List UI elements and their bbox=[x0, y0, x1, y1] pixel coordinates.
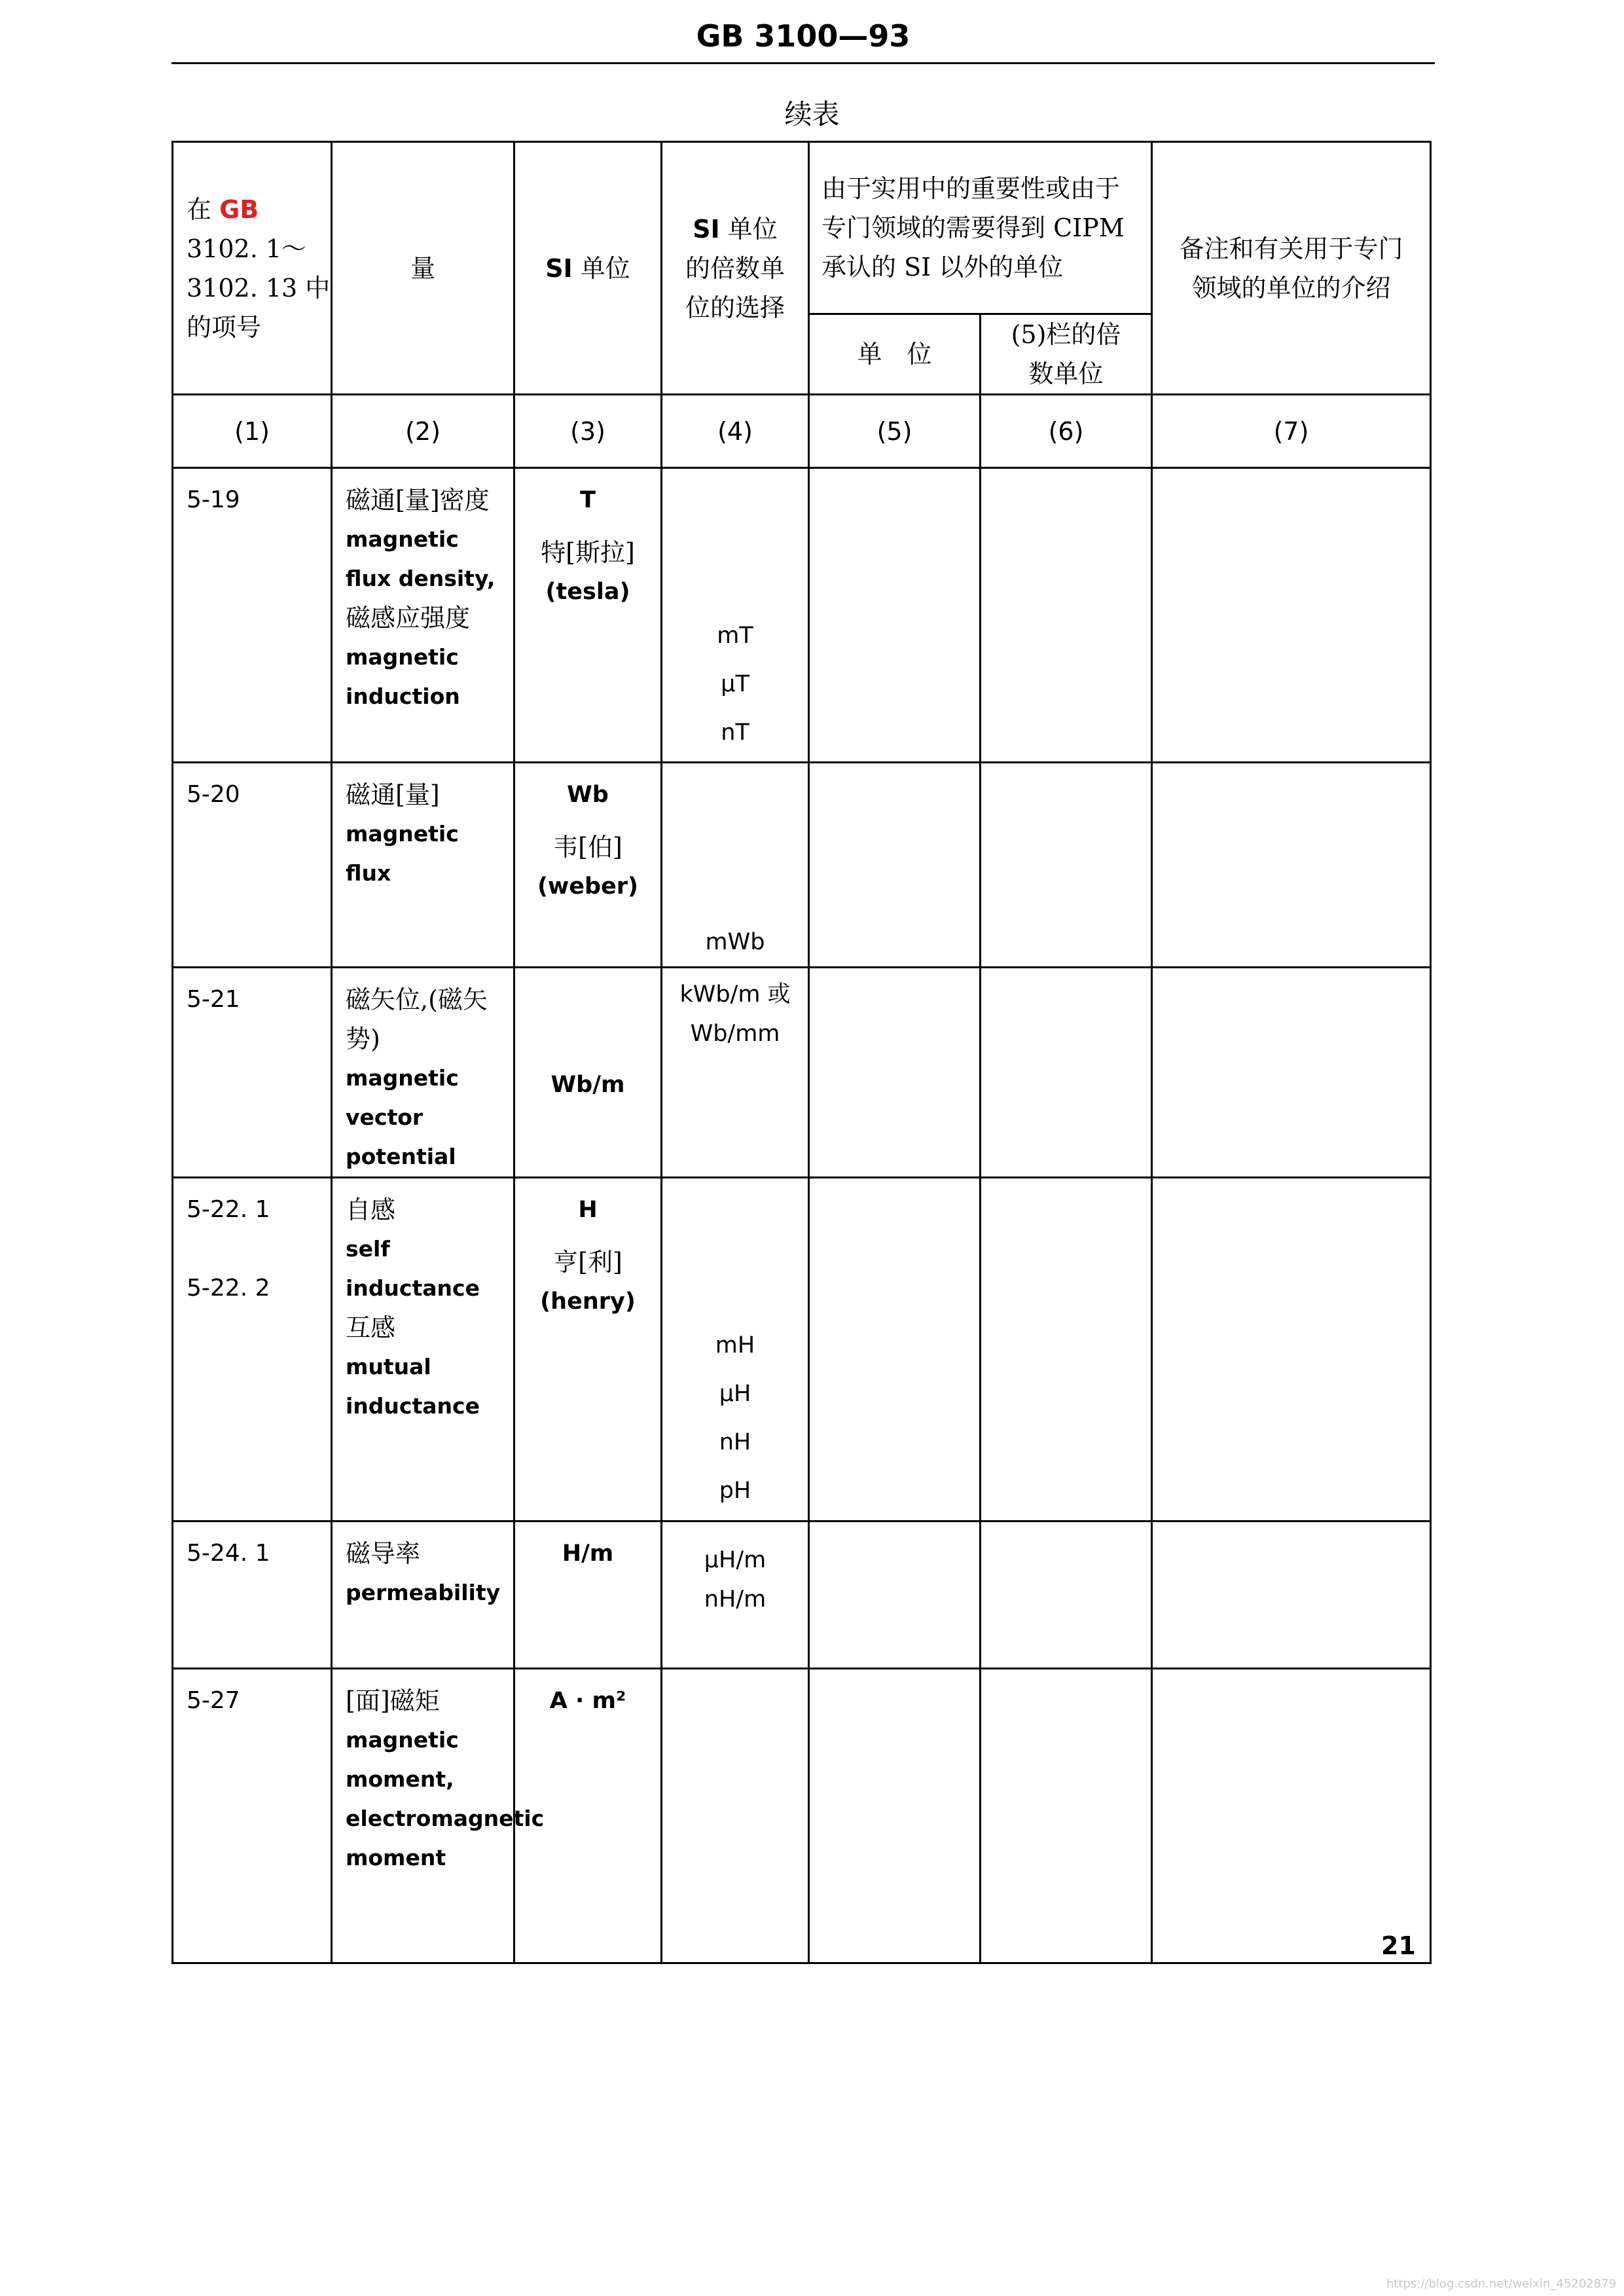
item-number: 5-22. 2 bbox=[187, 1275, 270, 1302]
multiple-unit: pH bbox=[719, 1478, 751, 1504]
quantity-name-zh: 磁导率 bbox=[346, 1539, 421, 1568]
multiple-unit: nH bbox=[719, 1429, 751, 1455]
non-si-unit-cell bbox=[809, 468, 981, 763]
si-unit-cell bbox=[514, 468, 662, 763]
item-number: 5-20 bbox=[187, 781, 240, 808]
table-caption: 续表 bbox=[784, 98, 840, 130]
item-number-cell bbox=[173, 763, 332, 968]
quantity-name-zh: 磁通[量] bbox=[346, 780, 440, 809]
multiple-unit: Wb/mm bbox=[690, 1021, 780, 1047]
item-number-cell bbox=[173, 468, 332, 763]
remarks-cell bbox=[1152, 1178, 1431, 1522]
si-unit-name: 韦[伯] bbox=[553, 833, 623, 862]
table-row bbox=[173, 1522, 1431, 1669]
multiples-cell bbox=[662, 468, 809, 763]
quantity-cell bbox=[332, 968, 514, 1178]
quantity-name-en: self inductance bbox=[346, 1236, 480, 1301]
column-number: (6) bbox=[981, 395, 1152, 468]
item-number: 5-21 bbox=[187, 986, 240, 1013]
column-number: (4) bbox=[662, 395, 809, 468]
col7-header: 备注和有关用于专门领域的单位的介绍 bbox=[1152, 142, 1431, 395]
column-number: (3) bbox=[514, 395, 662, 468]
col4-header: SI 单位的倍数单位的选择 bbox=[662, 142, 809, 395]
si-unit-symbol: A · m² bbox=[549, 1688, 626, 1714]
quantity-name-en: magnetic moment, bbox=[346, 1727, 459, 1792]
non-si-multiple-cell bbox=[981, 968, 1152, 1178]
header-rule bbox=[171, 62, 1435, 64]
si-unit-symbol: H bbox=[578, 1197, 598, 1223]
item-number: 5-24. 1 bbox=[187, 1540, 270, 1567]
si-unit-cell bbox=[514, 968, 662, 1178]
item-number-cell bbox=[173, 1178, 332, 1522]
multiples-cell bbox=[662, 968, 809, 1178]
standard-number: GB 3100—93 bbox=[696, 18, 911, 54]
col5-6-group-header: 由于实用中的重要性或由于专门领域的需要得到 CIPM 承认的 SI 以外的单位 bbox=[809, 142, 1152, 314]
quantity-cell bbox=[332, 1522, 514, 1669]
remarks-cell bbox=[1152, 1522, 1431, 1669]
quantity-cell bbox=[332, 1178, 514, 1522]
quantity-name-en: permeability bbox=[346, 1580, 501, 1605]
multiple-unit: mH bbox=[715, 1332, 755, 1358]
column-number-row bbox=[173, 395, 1431, 468]
quantity-name-en: magnetic induction bbox=[346, 644, 460, 709]
item-number: 5-27 bbox=[187, 1687, 240, 1714]
si-unit-symbol: T bbox=[580, 487, 596, 513]
table-row bbox=[173, 763, 1431, 968]
quantity-name-zh: 磁矢位,(磁矢势) bbox=[346, 985, 488, 1053]
column-number: (2) bbox=[332, 395, 514, 468]
si-unit-name-en: (weber) bbox=[537, 873, 639, 900]
si-unit-name-en: (henry) bbox=[540, 1288, 636, 1315]
col6-header: (5)栏的倍数单位 bbox=[981, 314, 1152, 395]
si-unit-name-en: (tesla) bbox=[545, 579, 630, 605]
non-si-unit-cell bbox=[809, 1178, 981, 1522]
si-unit-cell bbox=[514, 1522, 662, 1669]
quantity-name-en: electromagnetic moment bbox=[346, 1806, 545, 1870]
table-row bbox=[173, 1669, 1431, 1963]
remarks-cell bbox=[1152, 968, 1431, 1178]
quantity-name-en: mutual inductance bbox=[346, 1354, 480, 1419]
quantity-name-zh: 磁感应强度 bbox=[346, 604, 471, 632]
quantity-cell bbox=[332, 1669, 545, 1963]
si-unit-cell bbox=[514, 1178, 662, 1522]
multiples-cell bbox=[662, 1522, 809, 1669]
page-number: 21 bbox=[1381, 1931, 1416, 1960]
si-unit-name: 亨[利] bbox=[553, 1248, 623, 1277]
si-unit-cell bbox=[514, 763, 662, 968]
non-si-multiple-cell bbox=[981, 1522, 1152, 1669]
watermark: https://blog.csdn.net/weixin_45202879 bbox=[1386, 2277, 1616, 2291]
non-si-unit-cell bbox=[809, 968, 981, 1178]
multiple-unit: kWb/m 或 bbox=[679, 981, 791, 1008]
multiple-unit: nT bbox=[721, 720, 749, 746]
non-si-unit-cell bbox=[809, 1522, 981, 1669]
non-si-unit-cell bbox=[809, 763, 981, 968]
multiple-unit: μT bbox=[721, 671, 749, 697]
multiple-unit: nH/m bbox=[704, 1586, 767, 1613]
quantity-name-en: magnetic flux bbox=[346, 821, 459, 886]
units-table bbox=[171, 141, 1432, 1964]
quantity-name-zh: 互感 bbox=[346, 1313, 396, 1342]
multiples-cell bbox=[662, 1178, 809, 1522]
item-number-cell bbox=[173, 1669, 332, 1963]
item-number: 5-19 bbox=[187, 486, 240, 513]
column-number: (7) bbox=[1152, 395, 1431, 468]
table-row bbox=[173, 1178, 1431, 1522]
si-unit-symbol: Wb bbox=[567, 782, 609, 808]
item-number: 5-22. 1 bbox=[187, 1196, 270, 1223]
non-si-unit-cell bbox=[809, 1669, 981, 1963]
remarks-cell bbox=[1152, 468, 1431, 763]
multiples-cell bbox=[662, 763, 809, 968]
quantity-name-zh: 自感 bbox=[346, 1195, 396, 1224]
non-si-multiple-cell bbox=[981, 468, 1152, 763]
si-unit-symbol: H/m bbox=[562, 1540, 614, 1567]
quantity-name-zh: [面]磁矩 bbox=[346, 1686, 440, 1715]
non-si-multiple-cell bbox=[981, 1178, 1152, 1522]
quantity-cell bbox=[332, 468, 514, 763]
multiple-unit: μH bbox=[719, 1381, 751, 1407]
quantity-name-en: magnetic flux density, bbox=[346, 526, 496, 591]
si-unit-symbol: Wb/m bbox=[550, 1072, 625, 1098]
remarks-cell bbox=[1152, 1669, 1431, 1963]
col5-header: 单 位 bbox=[809, 314, 981, 395]
quantity-name-zh: 磁通[量]密度 bbox=[346, 486, 490, 515]
item-number-cell bbox=[173, 1522, 332, 1669]
multiple-unit: μH/m bbox=[704, 1547, 767, 1573]
item-number-cell bbox=[173, 968, 332, 1178]
non-si-multiple-cell bbox=[981, 763, 1152, 968]
non-si-multiple-cell bbox=[981, 1669, 1152, 1963]
table-row bbox=[173, 968, 1431, 1178]
col3-header: SI 单位 bbox=[514, 142, 662, 395]
quantity-name-en: magnetic vector potential bbox=[346, 1065, 459, 1169]
table-row bbox=[173, 468, 1431, 763]
page-header bbox=[171, 18, 1435, 64]
column-number: (5) bbox=[809, 395, 981, 468]
col2-header: 量 bbox=[332, 142, 514, 395]
multiple-unit: mT bbox=[717, 623, 753, 649]
multiple-unit: mWb bbox=[705, 929, 765, 955]
column-number: (1) bbox=[173, 395, 332, 468]
quantity-cell bbox=[332, 763, 514, 968]
col1-header: 在 GB 3102. 1～3102. 13 中的项号 bbox=[173, 142, 332, 395]
multiples-cell bbox=[662, 1669, 809, 1963]
remarks-cell bbox=[1152, 763, 1431, 968]
si-unit-name: 特[斯拉] bbox=[541, 538, 635, 567]
